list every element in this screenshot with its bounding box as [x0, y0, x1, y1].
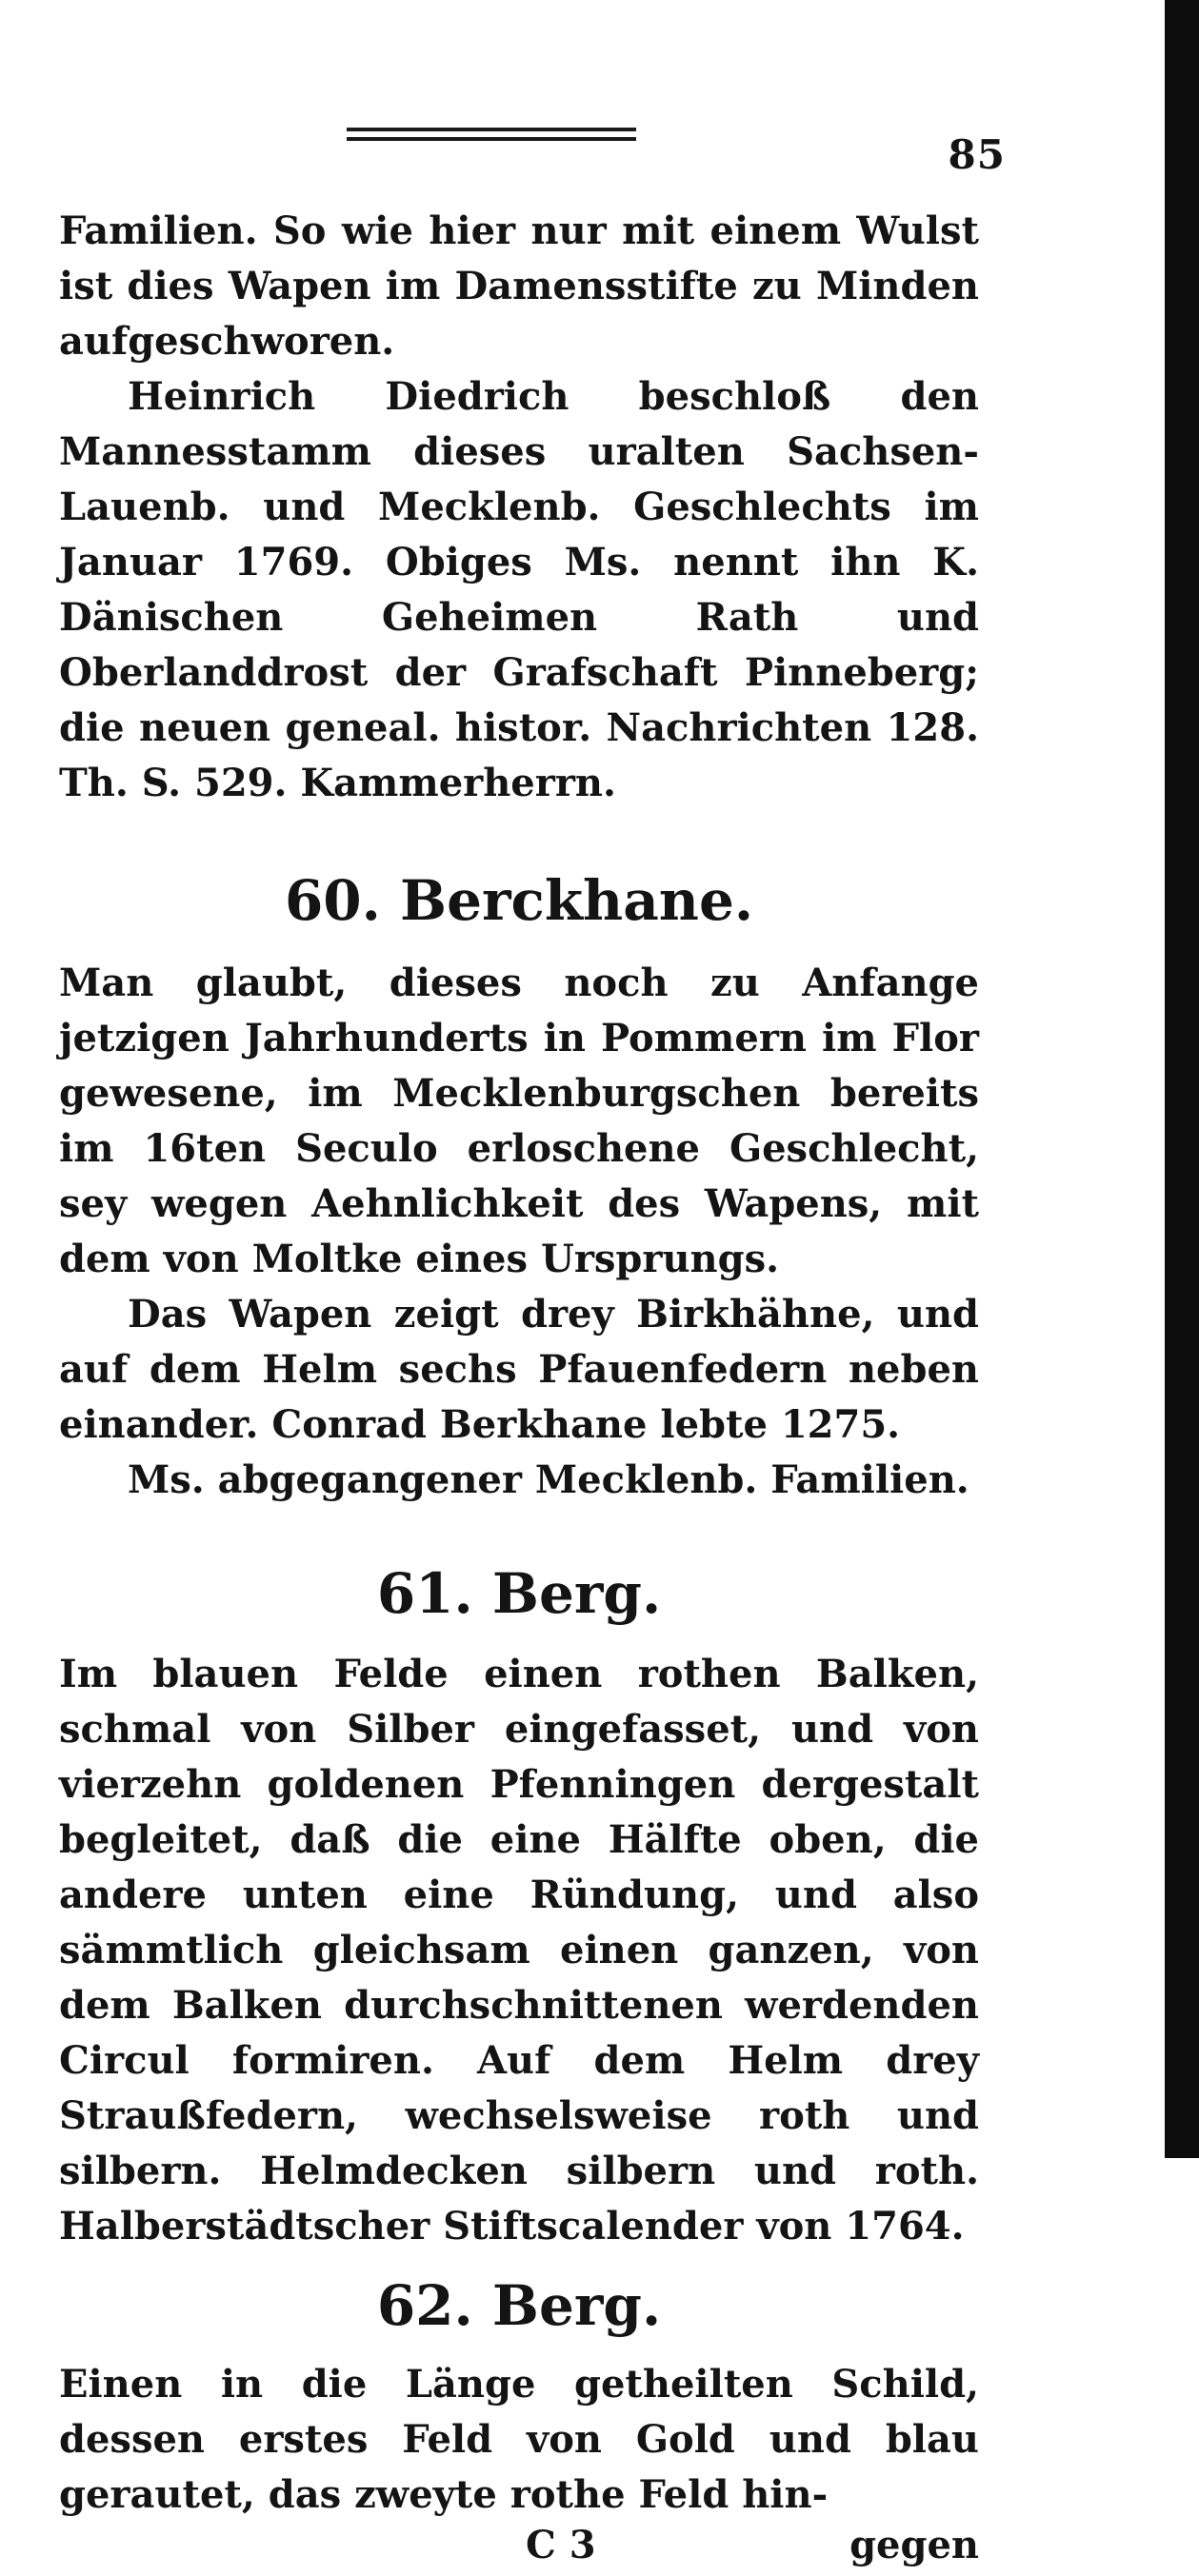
paragraph-familien: Familien. So wie hier nur mit einem Wulst ist dies Wapen im Damensstifte zu Minden aufgeschworen.	[59, 208, 979, 364]
paragraph-berckhane-source: Ms. abgegangener Mecklenb. Familien.	[128, 1457, 969, 1502]
signature-mark: C 3	[526, 2523, 596, 2567]
paragraph-berg-62: Einen in die Länge getheilten Schild, dessen erstes Feld von Gold und blau gerautet, das zweyte rothe Feld hin-	[59, 2362, 979, 2517]
page-footer	[59, 2523, 979, 2576]
section-heading-60: 60. Berckhane.	[284, 868, 754, 933]
page-body	[59, 204, 979, 2576]
header-rule	[347, 128, 636, 141]
section-heading-62: 62. Berg.	[376, 2273, 662, 2338]
page-edge-shadow	[1165, 0, 1199, 2158]
catchword: gegen	[849, 2523, 979, 2567]
section-heading-61: 61. Berg.	[376, 1561, 662, 1626]
paragraph-berg-61: Im blauen Felde einen rothen Balken, schmal von Silber eingefasset, und von vierzehn goldenen Pfenningen dergestalt begleitet, daß die eine Hälfte oben, die andere unten eine Ründung, und also sämmtlich gleichsam einen ganzen, von dem Balken durchschnittenen werdenden Circul formiren. Auf dem Helm drey Straußfedern, wechselsweise roth und silbern. Helmdecken silbern und roth. Halberstädtscher Stiftscalender von 1764.	[59, 1652, 979, 2249]
page-number: 85	[948, 131, 1006, 178]
paragraph-berckhane-origin: Man glaubt, dieses noch zu Anfange jetzigen Jahrhunderts in Pommern im Flor gewesene, im Mecklenburgschen bereits im 16ten Seculo erloschene Geschlecht, sey wegen Aehnlichkeit des Wapens, mit dem von Moltke eines Ursprungs.	[59, 961, 979, 1281]
paragraph-berckhane-wapen: Das Wapen zeigt drey Birkhähne, und auf dem Helm sechs Pfauenfedern neben einander. Conrad Berkhane lebte 1275.	[59, 1292, 979, 1447]
paragraph-heinrich-diedrich: Heinrich Diedrich beschloß den Mannesstamm dieses uralten Sachsen-Lauenb. und Mecklenb. Geschlechts im Januar 1769. Obiges Ms. nennt ihn K. Dänischen Geheimen Rath und Oberlanddrost der Grafschaft Pinneberg; die neuen geneal. histor. Nachrichten 128. Th. S. 529. Kammerherrn.	[59, 374, 979, 805]
